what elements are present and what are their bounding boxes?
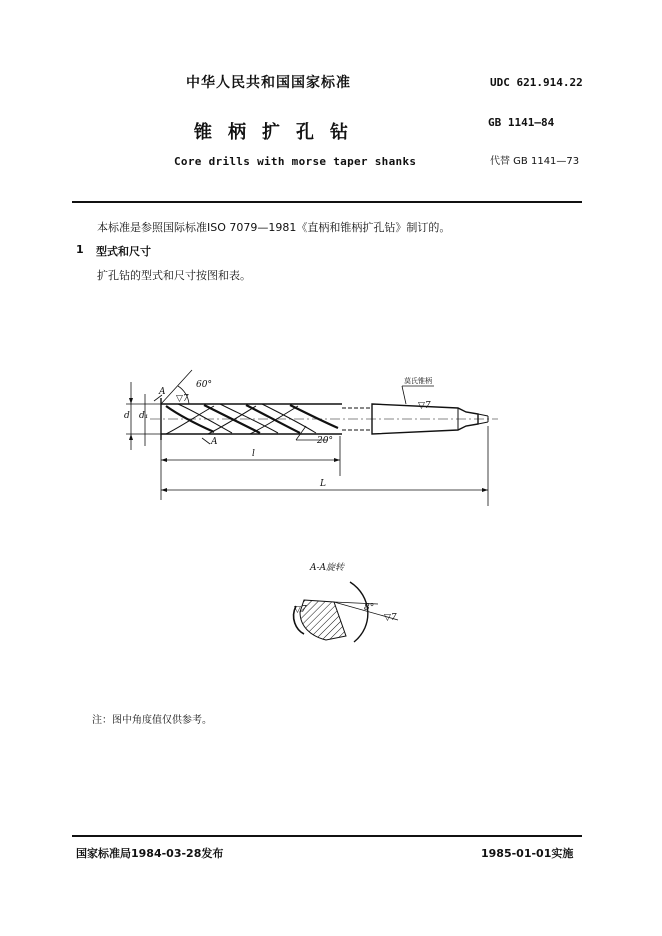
angle-20-label: 20° — [317, 436, 333, 446]
dim-L-label: L — [320, 479, 326, 489]
standard-type-heading: 中华人民共和国国家标准 — [186, 75, 351, 91]
implementation-date: 1985-01-01实施 — [481, 847, 574, 860]
roughness-mark-tip: ▽7 — [176, 394, 189, 404]
dim-d1-label: d₁ — [139, 411, 149, 421]
document-title-cn: 锥柄扩孔钻 — [194, 122, 364, 143]
replaces-standard: 代替 GB 1141—73 — [490, 156, 580, 167]
section-marker-bottom: A — [211, 437, 218, 447]
intro-paragraph: 本标准是参照国际标准ISO 7079—1981《直柄和锥柄扩孔钻》制订的。 — [97, 221, 451, 234]
morse-taper-label: 莫氏锥柄 — [404, 377, 432, 385]
section-title: 型式和尺寸 — [96, 245, 151, 258]
section-marker-top: A — [159, 387, 166, 397]
roughness-mark-shank: ▽7 — [418, 401, 431, 411]
gb-number: GB 1141—84 — [488, 116, 555, 129]
publication-info: 国家标准局1984-03-28发布 — [76, 847, 224, 860]
angle-8-label: 8° — [364, 603, 375, 613]
document-title-en: Core drills with morse taper shanks — [174, 155, 417, 168]
udc-code: UDC 621.914.22 — [490, 76, 583, 89]
roughness-mark-section: ▽7 — [384, 613, 397, 623]
footer-divider — [72, 835, 582, 837]
dim-d-label: d — [124, 411, 130, 421]
section-view-label: A-A旋转 — [310, 563, 345, 573]
dimension-arrowheads — [129, 398, 488, 492]
section-paragraph: 扩孔钻的型式和尺寸按图和表。 — [97, 269, 251, 282]
dim-l-label: l — [252, 449, 255, 459]
angle-60-label: 60° — [196, 380, 212, 390]
dimension-lines — [126, 370, 488, 506]
figure-note: 注：图中角度值仅供参考。 — [92, 715, 212, 726]
section-view-a-a — [294, 562, 398, 642]
section-number: 1 — [76, 243, 84, 256]
drill-side-view — [150, 398, 498, 440]
roughness-mark-section-left: ▽7 — [294, 605, 307, 615]
